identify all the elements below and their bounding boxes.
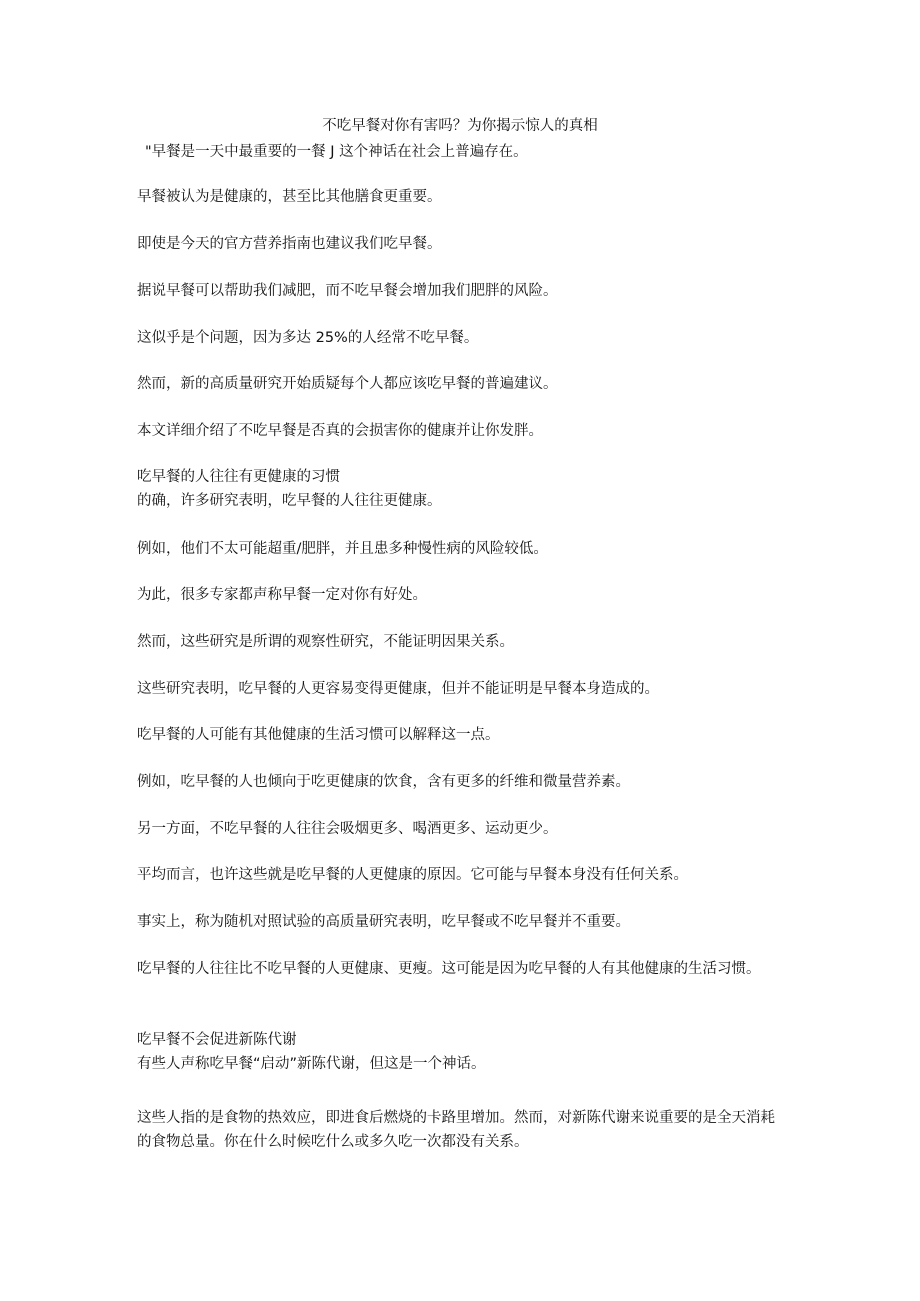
paragraph: 为此，很多专家都声称早餐一定对你有好处。 (137, 587, 427, 603)
paragraph: 例如，吃早餐的人也倾向于吃更健康的饮食，含有更多的纤维和微量营养素。 (137, 774, 630, 790)
paragraph: 吃早餐的人往往比不吃早餐的人更健康、更瘦。这可能是因为吃早餐的人有其他健康的生活习惯。 (137, 961, 761, 977)
paragraph: 早餐被认为是健康的，甚至比其他膳食更重要。 (137, 189, 442, 205)
paragraph: 有些人声称吃早餐“启动”新陈代谢，但这是一个神话。 (137, 1056, 486, 1072)
paragraph: 这些人指的是食物的热效应，即进食后燃烧的卡路里增加。然而，对新陈代谢来说重要的是全天消耗的食物总量。你在什么时候吃什么或多久吃一次都没有关系。 (137, 1110, 775, 1150)
paragraph: 另一方面，不吃早餐的人往往会吸烟更多、喝酒更多、运动更少。 (137, 821, 558, 837)
intro-line: "早餐是一天中最重要的一餐 J 这个神话在社会上普遍存在。 (145, 144, 528, 160)
paragraph: 例如，他们不太可能超重/肥胖，并且患多种慢性病的风险较低。 (137, 541, 548, 557)
paragraph: 平均而言，也许这些就是吃早餐的人更健康的原因。它可能与早餐本身没有任何关系。 (137, 867, 688, 883)
paragraph: 然而，这些研究是所谓的观察性研究，不能证明因果关系。 (137, 634, 514, 650)
paragraph: 据说早餐可以帮助我们减肥，而不吃早餐会增加我们肥胖的风险。 (137, 283, 558, 299)
section-heading: 吃早餐不会促进新陈代谢 (137, 1032, 297, 1048)
paragraph: 的确，许多研究表明，吃早餐的人往往更健康。 (137, 493, 442, 509)
paragraph: 这似乎是个问题，因为多达 25%的人经常不吃早餐。 (137, 330, 479, 346)
document-title: 不吃早餐对你有害吗？为你揭示惊人的真相 (322, 118, 598, 134)
paragraph: 即使是今天的官方营养指南也建议我们吃早餐。 (137, 236, 442, 252)
paragraph: 事实上，称为随机对照试验的高质量研究表明，吃早餐或不吃早餐并不重要。 (137, 914, 630, 930)
paragraph: 这些研究表明，吃早餐的人更容易变得更健康，但并不能证明是早餐本身造成的。 (137, 681, 659, 697)
paragraph: 吃早餐的人可能有其他健康的生活习惯可以解释这一点。 (137, 727, 500, 743)
paragraph: 然而，新的高质量研究开始质疑每个人都应该吃早餐的普遍建议。 (137, 376, 558, 392)
paragraph: 本文详细介绍了不吃早餐是否真的会损害你的健康并让你发胖。 (137, 423, 543, 439)
section-heading: 吃早餐的人往往有更健康的习惯 (137, 469, 340, 485)
